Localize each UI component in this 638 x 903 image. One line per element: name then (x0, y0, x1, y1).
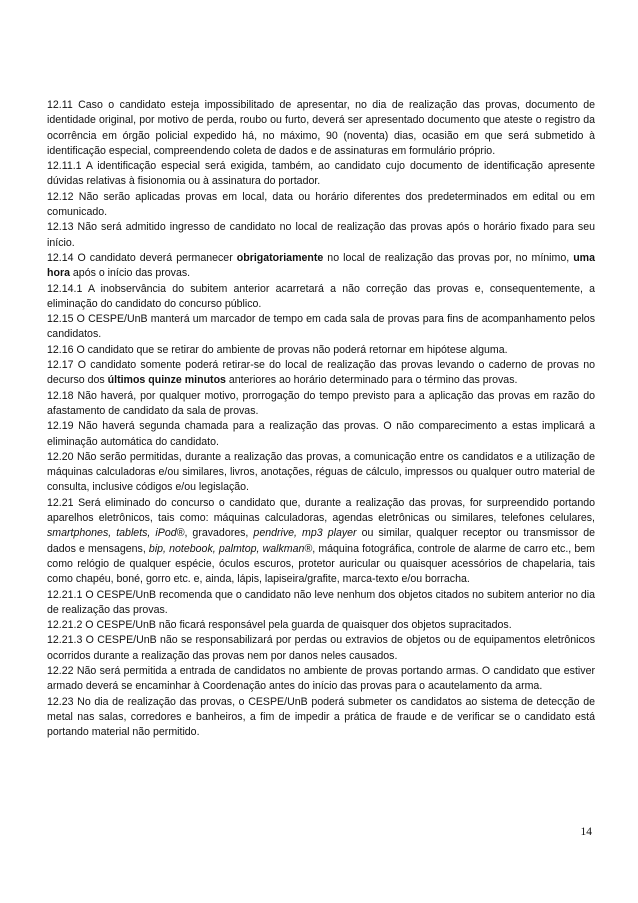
paragraph-text: 12.23 No dia de realização das provas, o CESPE/UnB poderá submeter os candidatos ao sistema de detecção de metal nas salas, corredores e banheiros, a fim de impedir a prática de fraude e de verificar se o candidato está portando material não permitido. (47, 695, 595, 739)
paragraph-p14 (47, 588, 595, 619)
paragraph-p12 (47, 450, 595, 496)
paragraph-p16 (47, 633, 595, 664)
paragraph-p1 (47, 98, 595, 159)
paragraph-text: 12.14 O candidato deverá permanecer (47, 251, 237, 264)
paragraph-text: 12.16 O candidato que se retirar do ambiente de provas não poderá retornar em hipótese alguma. (47, 343, 508, 356)
paragraph-p17 (47, 664, 595, 695)
document-body (47, 98, 595, 740)
paragraph-p7 (47, 312, 595, 343)
paragraph-text: 12.12 Não serão aplicadas provas em local, data ou horário diferentes dos predeterminados em edital ou em comunicado. (47, 190, 595, 219)
paragraph-text: 12.11.1 A identificação especial será exigida, também, ao candidato cujo documento de identificação apresente dúvidas relativas à fisionomia ou à assinatura do portador. (47, 160, 595, 188)
paragraph-text: após o início das provas. (69, 267, 191, 280)
paragraph-text: ou similar, qualquer receptor ou transmissor de dados e mensagens, (47, 527, 596, 555)
paragraph-text: 12.21.1 O CESPE/UnB recomenda que o candidato não leve nenhum dos objetos citados no subitem anterior no dia de realização das provas. (47, 588, 595, 616)
paragraph-p4 (47, 220, 595, 251)
paragraph-p18 (47, 695, 595, 741)
paragraph-text: 12.21 Será eliminado do concurso o candidato que, durante a realização das provas, for surpreendido portando aparelhos eletrônicos, tais como: máquinas calculadoras, agendas eletrônicas ou similares, telefones celulares, (47, 496, 595, 525)
paragraph-text: 12.15 O CESPE/UnB manterá um marcador de tempo em cada sala de provas para fins de acompanhamento pelos candidatos. (47, 313, 595, 341)
paragraph-text: 12.11 Caso o candidato esteja impossibilitado de apresentar, no dia de realização das provas, documento de identidade original, por motivo de perda, roubo ou furto, deverá ser apresentado documento que ateste o registro da ocorrência em órgão policial expedido há, no máximo, 90 (noventa) dias, ocasião em que será submetido à identificação especial, compreendendo coleta de dados e de assinaturas em formulário próprio. (47, 99, 595, 157)
paragraph-text: 12.19 Não haverá segunda chamada para a realização das provas. O não comparecimento a estas implicará a eliminação automática do candidato. (47, 420, 595, 448)
paragraph-p6 (47, 282, 595, 313)
paragraph-p5 (47, 251, 595, 282)
paragraph-text: uma hora (47, 251, 595, 280)
paragraph-text: obrigatoriamente (236, 251, 324, 264)
paragraph-text: 12.18 Não haverá, por qualquer motivo, prorrogação do tempo previsto para a aplicação das provas em razão do afastamento de candidato da sala de provas. (47, 389, 595, 417)
paragraph-p15 (47, 618, 595, 633)
paragraph-p9 (47, 358, 595, 389)
paragraph-text: , máquina fotográfica, controle de alarme de carro etc., bem como relógio de qualquer espécie, óculos escuros, protetor auricular ou quaisquer acessórios de chapelaria, tais como chapéu, boné, gorro etc. e, ainda, lápis, lapiseira/grafite, marca-texto e/ou borracha. (47, 542, 595, 586)
paragraph-p10 (47, 389, 595, 420)
paragraph-text: , gravadores, (184, 527, 254, 540)
paragraph-text: 12.22 Não será permitida a entrada de candidatos no ambiente de provas portando armas. O candidato que estiver armado deverá se encaminhar à Coordenação antes do início das provas para o acautelamento da arma. (47, 664, 595, 693)
paragraph-text: 12.20 Não serão permitidas, durante a realização das provas, a comunicação entre os candidatos e a utilização de máquinas calculadoras e/ou similares, livros, anotações, réguas de cálculo, impressos ou qualquer outro material de consulta, inclusive códigos e/ou legislação. (47, 450, 595, 494)
paragraph-p11 (47, 419, 595, 450)
paragraph-text: 12.13 Não será admitido ingresso de candidato no local de realização das provas após o horário fixado para seu início. (47, 221, 595, 249)
paragraph-p2 (47, 159, 595, 190)
paragraph-text: bip, notebook, palmtop, walkman® (148, 542, 313, 555)
paragraph-text: 12.14.1 A inobservância do subitem anterior acarretará a não correção das provas e, consequentemente, a eliminação do candidato do concurso público. (47, 282, 595, 310)
paragraph-text: 12.21.3 O CESPE/UnB não se responsabilizará por perdas ou extravios de objetos ou de equipamentos eletrônicos ocorridos durante a realização das provas nem por danos neles causados. (47, 634, 595, 662)
paragraph-p3 (47, 190, 595, 221)
paragraph-text: 12.21.2 O CESPE/UnB não ficará responsável pela guarda de quaisquer dos objetos supracitados. (47, 619, 512, 632)
paragraph-text: no local de realização das provas por, no mínimo, (323, 251, 574, 264)
paragraph-text: smartphones, tablets, iPod® (47, 527, 185, 540)
paragraph-text: anteriores ao horário determinado para o término das provas. (225, 374, 518, 387)
paragraph-text: últimos quinze minutos (107, 374, 226, 387)
paragraph-text: 12.17 O candidato somente poderá retirar-se do local de realização das provas levando o caderno de provas no decurso dos (47, 359, 595, 387)
paragraph-text: pendrive, mp3 player (253, 527, 357, 540)
page-number: 14 (580, 826, 592, 838)
paragraph-p8 (47, 343, 595, 358)
paragraph-p13 (47, 496, 595, 588)
